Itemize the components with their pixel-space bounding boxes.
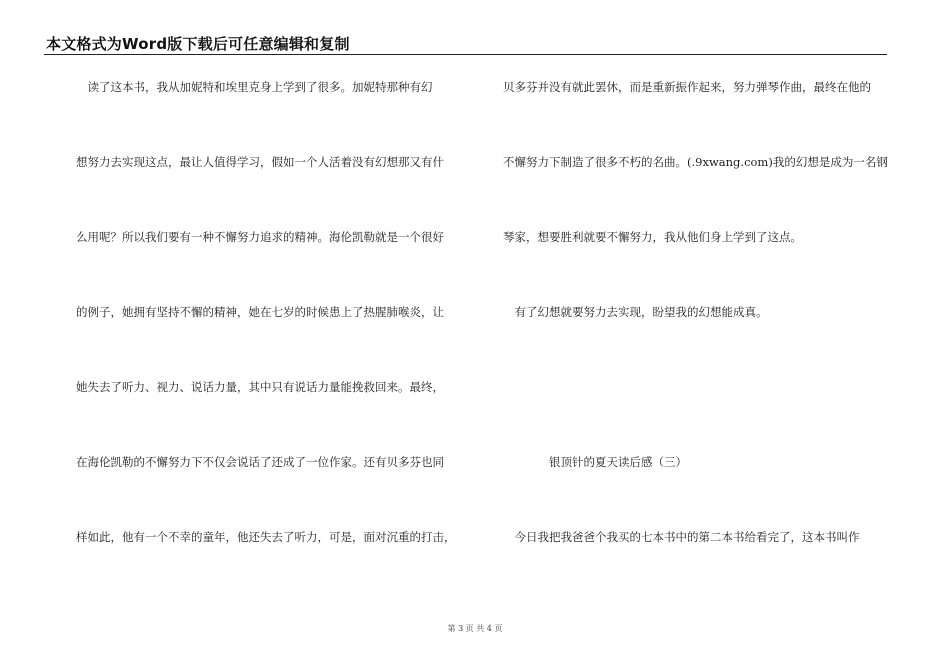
- section-heading: 银顶针的夏天读后感（三）: [503, 455, 687, 469]
- paragraph-line: 样如此，他有一个不幸的童年，他还失去了听力，可是，面对沉重的打击，: [76, 530, 456, 544]
- paragraph-line: 今日我把我爸爸个我买的七本书中的第二本书给看完了，这本书叫作: [503, 530, 860, 544]
- paragraph-line: 么用呢？所以我们要有一种不懈努力追求的精神。海伦凯勒就是一个很好: [76, 230, 444, 244]
- paragraph-line: 想努力去实现这点，最让人值得学习，假如一个人活着没有幻想那又有什: [76, 155, 444, 169]
- paragraph-line: 不懈努力下制造了很多不朽的名曲。(.9xwang.com)我的幻想是成为一名钢: [503, 155, 888, 169]
- paragraph-line: 读了这本书，我从加妮特和埃里克身上学到了很多。加妮特那种有幻: [76, 80, 433, 94]
- document-header-title: 本文格式为Word版下载后可任意编辑和复制: [46, 35, 350, 53]
- paragraph-line: 的例子，她拥有坚持不懈的精神，她在七岁的时候患上了热腥肺喉炎，让: [76, 305, 444, 319]
- paragraph-line: 有了幻想就要努力去实现，盼望我的幻想能成真。: [503, 305, 768, 319]
- paragraph-line: 琴家，想要胜利就要不懈努力，我从他们身上学到了这点。: [503, 230, 802, 244]
- paragraph-line: 在海伦凯勒的不懈努力下不仅会说话了还成了一位作家。还有贝多芬也同: [76, 455, 444, 469]
- header-divider: [44, 54, 887, 55]
- paragraph-line: 贝多芬并没有就此罢休，而是重新振作起来，努力弹琴作曲，最终在他的: [503, 80, 871, 94]
- page-number: 第 3 页 共 4 页: [447, 624, 503, 633]
- paragraph-line: 她失去了听力、视力、说话力量，其中只有说话力量能挽救回来。最终，: [76, 380, 444, 394]
